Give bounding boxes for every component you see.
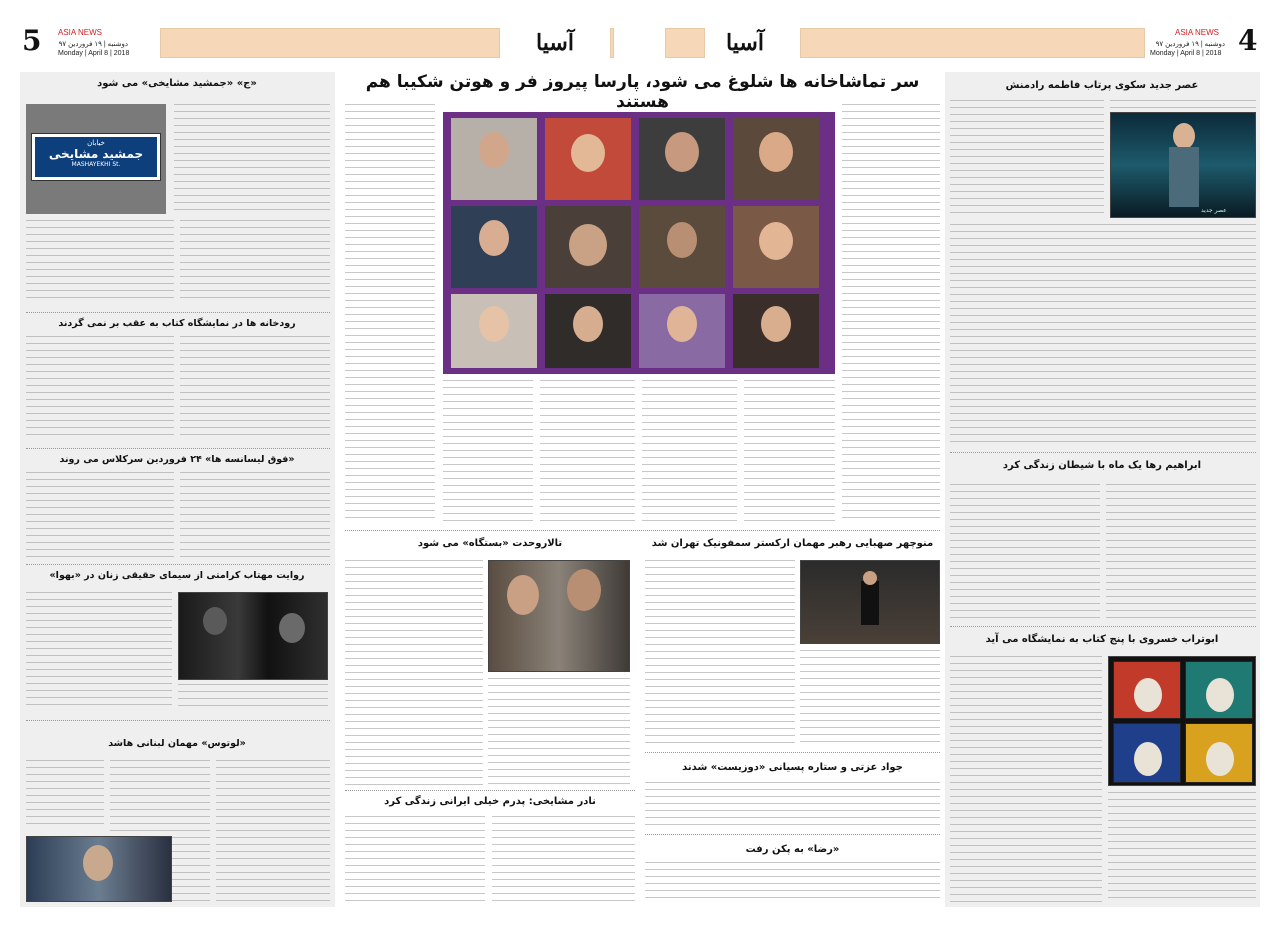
left-head-supertitle: «فوق لیسانسه ها» ۲۴ فروردین سرکلاس می روند [59,454,295,465]
right-text-top-c [950,224,1256,446]
left-divider-2 [26,448,330,449]
center-divider-1 [345,530,940,531]
left-head-books: رودخانه ها در نمایشگاه کتاب به عقب بر نمی گردند [58,318,296,329]
main-text-below-collage-d [744,380,835,524]
left-text-super-b [180,472,330,558]
left-text-lotus-a [26,760,104,830]
right-page-number: 4 [1238,24,1258,57]
left-text-haj-c [180,220,330,304]
tarantino-face-a [507,575,539,615]
left-divider-1 [26,312,330,313]
left-text-bahvar-a [26,592,172,710]
cast-photo-2 [545,118,631,200]
main-text-below-collage-a [443,380,533,524]
tarantino-face-b [567,569,601,611]
right-text-abutorab-a [950,656,1102,902]
right-brand: ASIA NEWS [1175,28,1220,37]
main-text-col-1 [345,104,435,524]
left-text-super-a [26,472,174,558]
left-text-books-b [180,336,330,440]
center-divider-2 [645,752,940,753]
right-divider-2 [950,626,1256,627]
street-sign-small: خیابان [87,139,105,147]
street-sign [26,104,166,214]
left-head-haj: «ج» «جمشید مشایخی» می شود [97,78,257,89]
cast-photo-3 [639,118,725,200]
reza-text [645,862,940,902]
main-text-col-2 [842,104,940,524]
right-head-abutorab: ابوتراب خسروی با پنج کتاب به نمایشگاه می آید [985,634,1219,645]
right-text-abutorab-b [1108,792,1256,902]
javad-text [645,782,940,826]
main-sub-tarantino: تالاروحدت «بستگاه» می شود [417,538,563,549]
left-text-bahvar-b [178,684,328,710]
right-masthead-band-b [800,28,1145,58]
right-date-en: Monday | April 8 | 2018 [1150,50,1222,57]
orchestra-photo [800,560,940,644]
bahvar-figure-b [279,613,305,643]
fatemeh-caption: عصر جدید [1201,207,1227,214]
main-text-below-collage-c [642,380,737,524]
tarantino-text-a [345,560,483,786]
left-page-number: 5 [22,24,42,57]
book-cover-4 [1185,723,1253,783]
abutorab-books [1108,656,1256,786]
main-sub-javad: جواد عزتی و ستاره پسیانی «دوزیست» شدند [682,762,903,773]
left-text-haj-b [26,220,174,304]
bahvar-figure-a [203,607,227,635]
book-cover-3 [1113,723,1181,783]
cast-photo-8 [733,206,819,288]
cast-collage [443,112,835,374]
left-date-fa: دوشنبه | ۱۹ فروردین ۹۷ [58,41,128,48]
cast-photo-9 [451,294,537,368]
cast-photo-10 [545,294,631,368]
street-sign-plate [32,134,160,180]
cast-photo-1 [451,118,537,200]
main-sub-orchestra: منوچهر صهبایی رهبر مهمان ارکستر سمفونیک تهران شد [651,538,934,549]
right-date-fa: دوشنبه | ۱۹ فروردین ۹۷ [1155,41,1225,48]
left-masthead-band-a [160,28,500,58]
nader-text-a [345,816,485,902]
left-logo: آسیا [536,30,574,56]
left-text-haj-a [174,104,330,216]
main-text-below-collage-b [540,380,635,524]
street-sign-en: MASHAYEKHI St. [71,161,121,168]
orchestra-text-a [645,560,795,746]
book-cover-2 [1185,661,1253,719]
left-date-en: Monday | April 8 | 2018 [58,50,130,57]
right-divider-1 [950,452,1256,453]
bahvar-photo [178,592,328,680]
cast-photo-7 [639,206,725,288]
center-divider-3 [345,790,635,791]
main-sub-nader: نادر مشایخی: پدرم خیلی ایرانی زندگی کرد [384,796,596,807]
left-divider-3 [26,564,330,565]
left-head-bahvar: روایت مهتاب کرامتی از سیمای حقیقی زنان در «بهوا» [49,570,305,581]
cast-photo-5 [451,206,537,288]
left-brand: ASIA NEWS [58,28,103,37]
street-sign-name: جمشید مشایخی [48,147,144,161]
center-divider-4 [645,834,940,835]
left-divider-4 [26,720,330,721]
orchestra-conductor-head [863,571,877,585]
fatemeh-photo [1110,112,1256,218]
book-cover-1 [1113,661,1181,719]
cast-photo-4 [733,118,819,200]
fatemeh-figure [1173,123,1195,149]
main-headline: سر تماشاخانه ها شلوغ می شود، پارسا پیروز فر و هوتن شکیبا هم هستند [365,72,920,112]
main-sub-reza: «رضا» به پکن رفت [745,844,840,855]
left-masthead-band-b [610,28,614,58]
orchestra-conductor [861,581,879,625]
right-text-ebrahim-a [950,484,1100,620]
left-head-lotus: «لوتوس» مهمان لبنانی هاشد [108,738,246,749]
orchestra-text-b [800,650,940,746]
nader-text-b [492,816,635,902]
right-head-top: عصر جدید سکوی پرتاب فاطمه رادمنش [1005,80,1199,91]
lotus-face [83,845,113,881]
cast-photo-11 [639,294,725,368]
cast-photo-12 [733,294,819,368]
left-text-books-a [26,336,174,440]
right-text-top-b [950,100,1104,218]
tarantino-text-b [488,678,630,786]
left-text-lotus-c [216,760,330,902]
right-logo: آسیا [726,30,764,56]
right-text-ebrahim-b [1106,484,1256,620]
right-text-top-a [1110,100,1256,108]
lotus-photo [26,836,172,902]
tarantino-photo [488,560,630,672]
fatemeh-dress [1169,147,1199,207]
right-head-ebrahim: ابراهیم رها یک ماه با شیطان زندگی کرد [1002,460,1202,471]
cast-photo-6 [545,206,631,288]
